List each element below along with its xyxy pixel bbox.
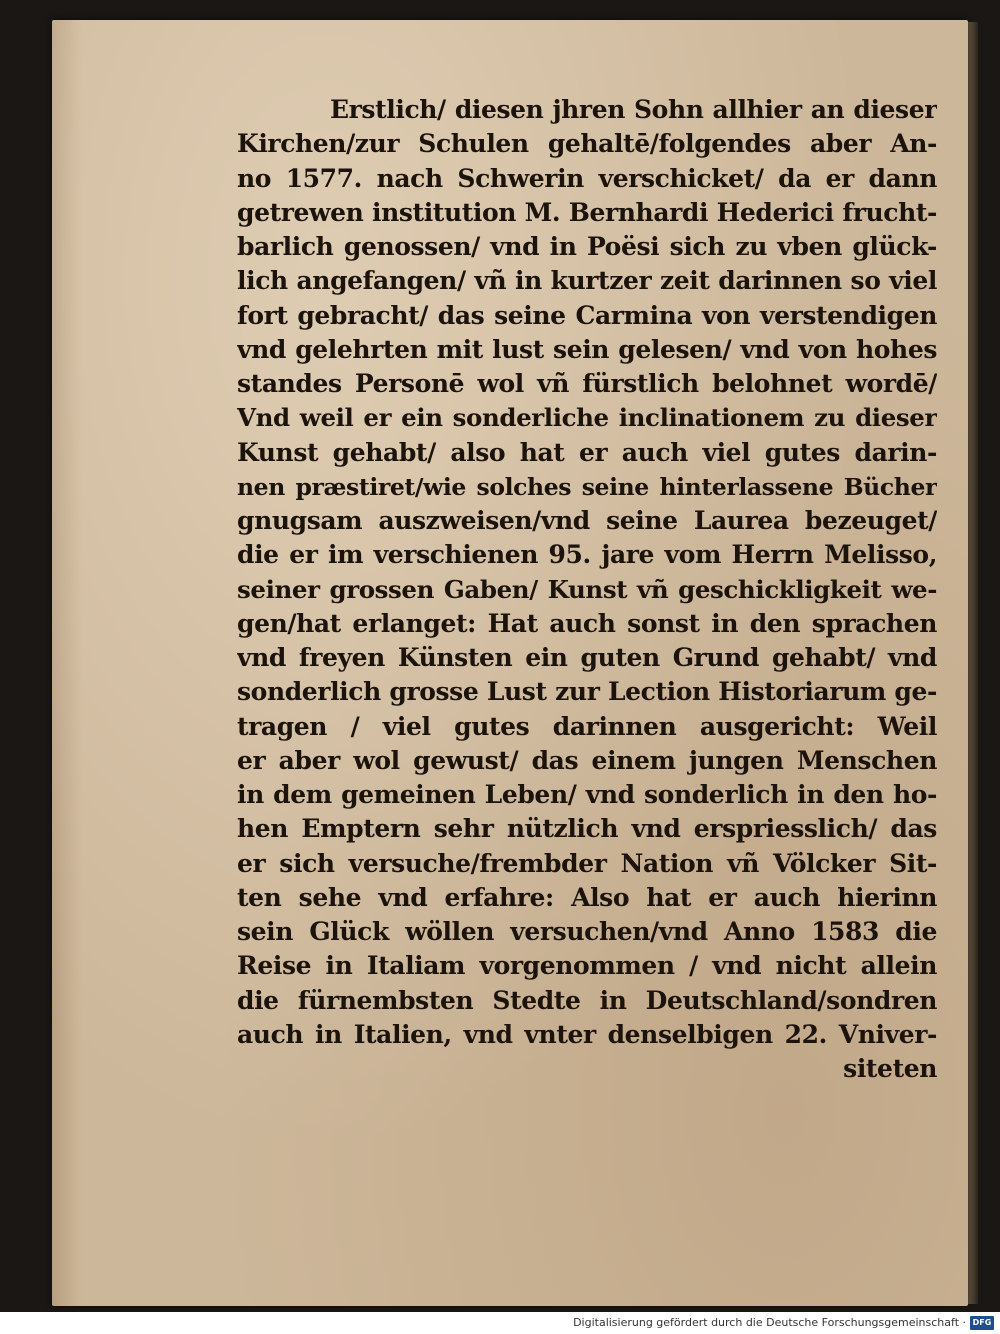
text-line: ten sehe vnd erfahre: Also hat er auch hierinn: [237, 882, 937, 912]
text-line: nen præstiret/wie solches seine hinterlassene Bücher: [237, 472, 937, 501]
text-line: sein Glück wöllen versuchen/vnd Anno 1583 die: [237, 917, 937, 946]
text-line: gen/hat erlanget: Hat auch sonst in den sprachen: [237, 608, 937, 638]
text-line: lich angefangen/ vñ in kurtzer zeit darinnen so viel: [237, 266, 937, 296]
text-line: Erstlich/ diesen jhren Sohn allhier an dieser: [330, 95, 937, 124]
text-line: getrewen institution M. Bernhardi Hederici frucht-: [237, 197, 937, 227]
dfg-logo-icon: DFG: [970, 1316, 994, 1330]
text-line: auch in Italien, vnd vnter denselbigen 22. Vniver-: [237, 1019, 937, 1049]
text-line: die er im verschienen 95. jare vom Herrn Melisso,: [237, 540, 937, 570]
text-line: er sich versuche/frembder Nation vñ Völcker Sit-: [237, 848, 937, 878]
text-line: Reise in Italiam vorgenommen / vnd nicht allein: [237, 951, 937, 981]
text-line: er aber wol gewust/ das einem jungen Menschen: [237, 745, 937, 775]
text-line: fort gebracht/ das seine Carmina von verstendigen: [237, 300, 937, 330]
text-line: Vnd weil er ein sonderliche inclinationem zu dieser: [237, 403, 937, 433]
text-line: tragen / viel gutes darinnen ausgericht: Weil: [237, 711, 937, 741]
body-text: [237, 93, 937, 1086]
text-line: seiner grossen Gaben/ Kunst vñ geschickligkeit we-: [237, 574, 937, 604]
text-line: vnd freyen Künsten ein guten Grund gehabt/ vnd: [237, 643, 937, 672]
text-line: gnugsam auszweisen/vnd seine Laurea bezeuget/: [237, 506, 937, 535]
text-line: barlich genossen/ vnd in Poësi sich zu vben glück-: [237, 232, 937, 261]
funding-credit: Digitalisierung gefördert durch die Deutsche Forschungsgemeinschaft ·: [573, 1316, 966, 1329]
text-line: Kunst gehabt/ also hat er auch viel gutes darin-: [237, 437, 937, 467]
page-edge: [968, 22, 978, 1304]
text-line: Kirchen/zur Schulen gehaltē/folgendes aber An-: [237, 129, 937, 159]
text-line: in dem gemeinen Leben/ vnd sonderlich in den ho-: [237, 780, 937, 809]
text-line: standes Personē wol vñ fürstlich belohnet wordē/: [237, 369, 937, 398]
text-line: hen Emptern sehr nützlich vnd erspriesslich/ das: [237, 814, 937, 844]
text-line: no 1577. nach Schwerin verschicket/ da er dann: [237, 163, 937, 193]
footer-bar: [0, 1312, 1000, 1334]
text-line: sonderlich grosse Lust zur Lection Historiarum ge-: [237, 677, 937, 707]
text-line: siteten: [843, 1054, 937, 1083]
text-line: vnd gelehrten mit lust sein gelesen/ vnd von hohes: [237, 334, 937, 364]
text-line: die fürnembsten Stedte in Deutschland/sondren: [237, 985, 937, 1015]
